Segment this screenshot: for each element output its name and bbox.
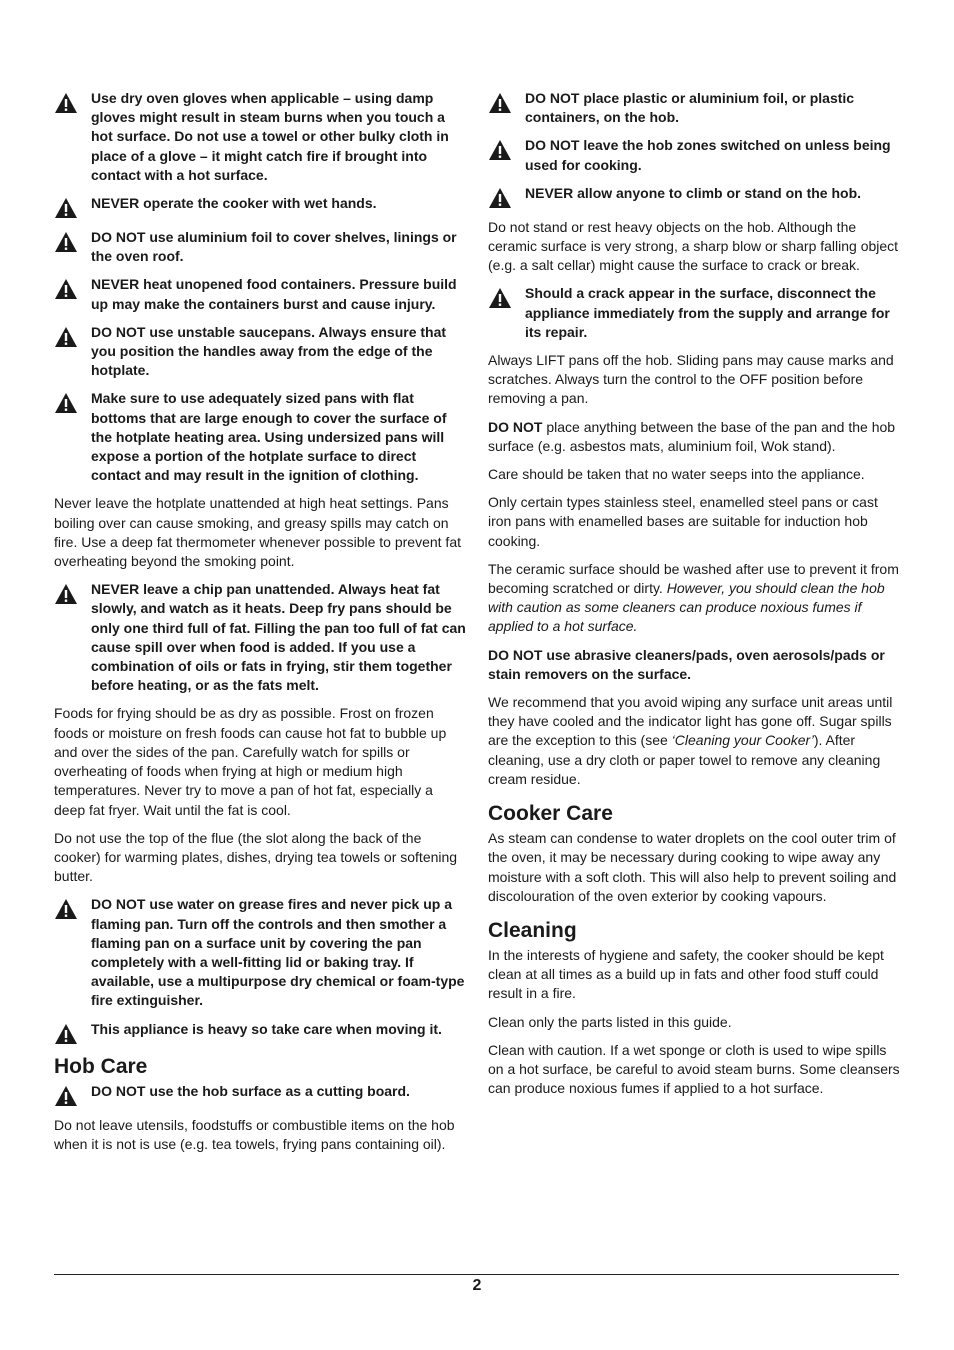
- warning-triangle-icon: [54, 92, 78, 114]
- warning-triangle-icon: [54, 898, 78, 920]
- warning-item: [54, 389, 466, 485]
- emphasis-bold: DO NOT: [488, 418, 543, 435]
- warning-item: [488, 136, 900, 174]
- warning-triangle-icon: [54, 326, 78, 348]
- body-paragraph: In the interests of hygiene and safety, the cooker should be kept clean at all times as a build up in fats and other food stuff could result in a fire.: [488, 946, 884, 1002]
- emphasis-italic: ‘Cleaning your Cooker’: [671, 732, 814, 749]
- warning-text: DO NOT use unstable saucepans. Always ensure that you position the handles away from the edge of the hotplate.: [91, 323, 447, 379]
- footer-divider: [54, 1274, 899, 1275]
- body-paragraph: [488, 560, 900, 637]
- warning-text: NEVER operate the cooker with wet hands.: [91, 195, 377, 212]
- warning-triangle-icon: [54, 278, 78, 300]
- warning-triangle-icon: [488, 287, 512, 309]
- body-paragraph: Do not stand or rest heavy objects on the hob. Although the ceramic surface is very strong, a sharp blow or sharp falling object (e.g. a salt cellar) might cause the surface to crack or break.: [488, 218, 899, 274]
- warning-item: [54, 895, 466, 1010]
- warning-triangle-icon: [488, 92, 512, 114]
- warning-item: [54, 194, 466, 219]
- page-number: 2: [472, 1277, 482, 1294]
- body-paragraph: Foods for frying should be as dry as possible. Frost on frozen foods or moisture on fresh foods can cause hot fat to bubble up and over the sides of the pan. Carefully watch for spills or overheating of foods when frying at high or medium high temperatures. Never try to move a pan of hot fat, especially a deep fat fryer. Wait until the fat is cool.: [54, 705, 447, 818]
- warning-text: DO NOT use the hob surface as a cutting board.: [91, 1082, 410, 1099]
- warning-item: [54, 580, 466, 695]
- warning-text: Use dry oven gloves when applicable – using damp gloves might result in steam burns when you touch a hot surface. Do not use a towel or other bulky cloth in place of a glove – it might catch fire if brought into contact with a hot surface.: [91, 90, 449, 183]
- body-paragraph: Care should be taken that no water seeps into the appliance.: [488, 466, 865, 483]
- body-paragraph: [488, 418, 900, 456]
- warning-text: NEVER leave a chip pan unattended. Always heat fat slowly, and watch as it heats. Deep fry pans should be only one third full of fat. Filling the pan too full of fat can cause spill over when food is added. If you use a combination of oils or fats in frying, stir them together before heating, or as the fats melt.: [91, 581, 466, 694]
- cleaning-heading: Cleaning: [488, 918, 577, 942]
- warning-text: DO NOT leave the hob zones switched on unless being used for cooking.: [525, 137, 891, 173]
- warning-text: Should a crack appear in the surface, disconnect the appliance immediately from the supply and arrange for its repair.: [525, 285, 890, 340]
- body-paragraph: [488, 693, 900, 789]
- warning-text: NEVER heat unopened food containers. Pressure build up may make the containers burst and cause injury.: [91, 276, 457, 312]
- body-paragraph: Clean with caution. If a wet sponge or cloth is used to wipe spills on a hot surface, be careful to avoid steam burns. Some cleansers can produce noxious fumes if applied to a hot surface.: [488, 1041, 900, 1097]
- warning-triangle-icon: [54, 231, 78, 253]
- warning-text: DO NOT place plastic or aluminium foil, or plastic containers, on the hob.: [525, 90, 855, 126]
- body-paragraph: Do not leave utensils, foodstuffs or combustible items on the hob when it is not is use (e.g. tea towels, frying pans containing oil).: [54, 1116, 455, 1152]
- warning-text: This appliance is heavy so take care when moving it.: [91, 1020, 442, 1037]
- left-column: [54, 89, 466, 1163]
- warning-item: [54, 275, 466, 313]
- warning-item: [54, 89, 466, 185]
- warning-triangle-icon: [488, 187, 512, 209]
- warning-item: [488, 184, 900, 209]
- warning-triangle-icon: [54, 1085, 78, 1107]
- paragraph-text: place anything between the base of the pan and the hob surface (e.g. asbestos mats, aluminium foil, Wok stand).: [488, 418, 896, 454]
- cooker-care-heading: Cooker Care: [488, 802, 613, 826]
- warning-text: Make sure to use adequately sized pans with flat bottoms that are large enough to cover the surface of the hotplate heating area. Using undersized pans will expose a portion of the hotplate surface to direct contact and may result in the ignition of clothing.: [91, 390, 447, 484]
- warning-triangle-icon: [488, 139, 512, 161]
- paragraph-text: We recommend that you avoid wiping any surface unit areas until they have cooled and the indicator light has gone off. Sugar spills are the exception to this (see: [488, 694, 893, 749]
- warning-text: NEVER allow anyone to climb or stand on the hob.: [525, 184, 862, 201]
- paragraph-text: The ceramic surface should be washed after use to prevent it from becoming scratched or dirty.: [488, 560, 899, 597]
- right-column: [488, 89, 900, 1107]
- warning-triangle-icon: [54, 1023, 78, 1045]
- body-paragraph: Only certain types stainless steel, enamelled steel pans or cast iron pans with enamelled bases are suitable for induction hob cooking.: [488, 494, 878, 549]
- warning-item: [54, 1020, 466, 1045]
- warning-text: DO NOT use aluminium foil to cover shelves, linings or the oven roof.: [91, 229, 457, 265]
- warning-text: DO NOT use water on grease fires and never pick up a flaming pan. Turn off the controls and then smother a flaming pan on a surface unit by covering the pan completely with a well-fitting lid or baking tray. If available, use a multipurpose dry chemical or foam-type fire extinguisher.: [91, 896, 465, 1009]
- body-paragraph: As steam can condense to water droplets on the cool outer trim of the oven, it may be necessary during cooking to wipe away any moisture with a soft cloth. This will also help to prevent soiling and discolouration of the oven exterior by cooking vapours.: [488, 830, 897, 904]
- warning-triangle-icon: [54, 392, 78, 414]
- warning-triangle-icon: [54, 583, 78, 605]
- body-paragraph: Do not use the top of the flue (the slot along the back of the cooker) for warming plates, dishes, drying tea towels or softening butter.: [54, 829, 458, 885]
- warning-item: [54, 323, 466, 381]
- warning-item: [54, 228, 466, 266]
- body-paragraph: Never leave the hotplate unattended at high heat settings. Pans boiling over can cause smoking, and greasy spills may catch on fire. Use a deep fat thermometer whenever possible to prevent fat overheating beyond the smoking point.: [54, 495, 461, 570]
- emphasis-italic: However, you should clean the hob with caution as some cleaners can produce noxious fumes if applied to a hot surface.: [488, 580, 885, 635]
- warning-item: [488, 89, 900, 127]
- hob-care-heading: Hob Care: [54, 1054, 148, 1078]
- warning-item: [488, 284, 900, 342]
- body-paragraph: Always LIFT pans off the hob. Sliding pans may cause marks and scratches. Always turn the control to the OFF position before removing a pan.: [488, 352, 894, 407]
- paragraph-text: ). After cleaning, use a dry cloth or paper towel to remove any cleaning cream residue.: [488, 732, 881, 787]
- warning-item: [54, 1082, 466, 1107]
- body-paragraph: Clean only the parts listed in this guide.: [488, 1013, 732, 1030]
- warning-triangle-icon: [54, 197, 78, 219]
- bold-paragraph: DO NOT use abrasive cleaners/pads, oven aerosols/pads or stain removers on the surface.: [488, 646, 885, 682]
